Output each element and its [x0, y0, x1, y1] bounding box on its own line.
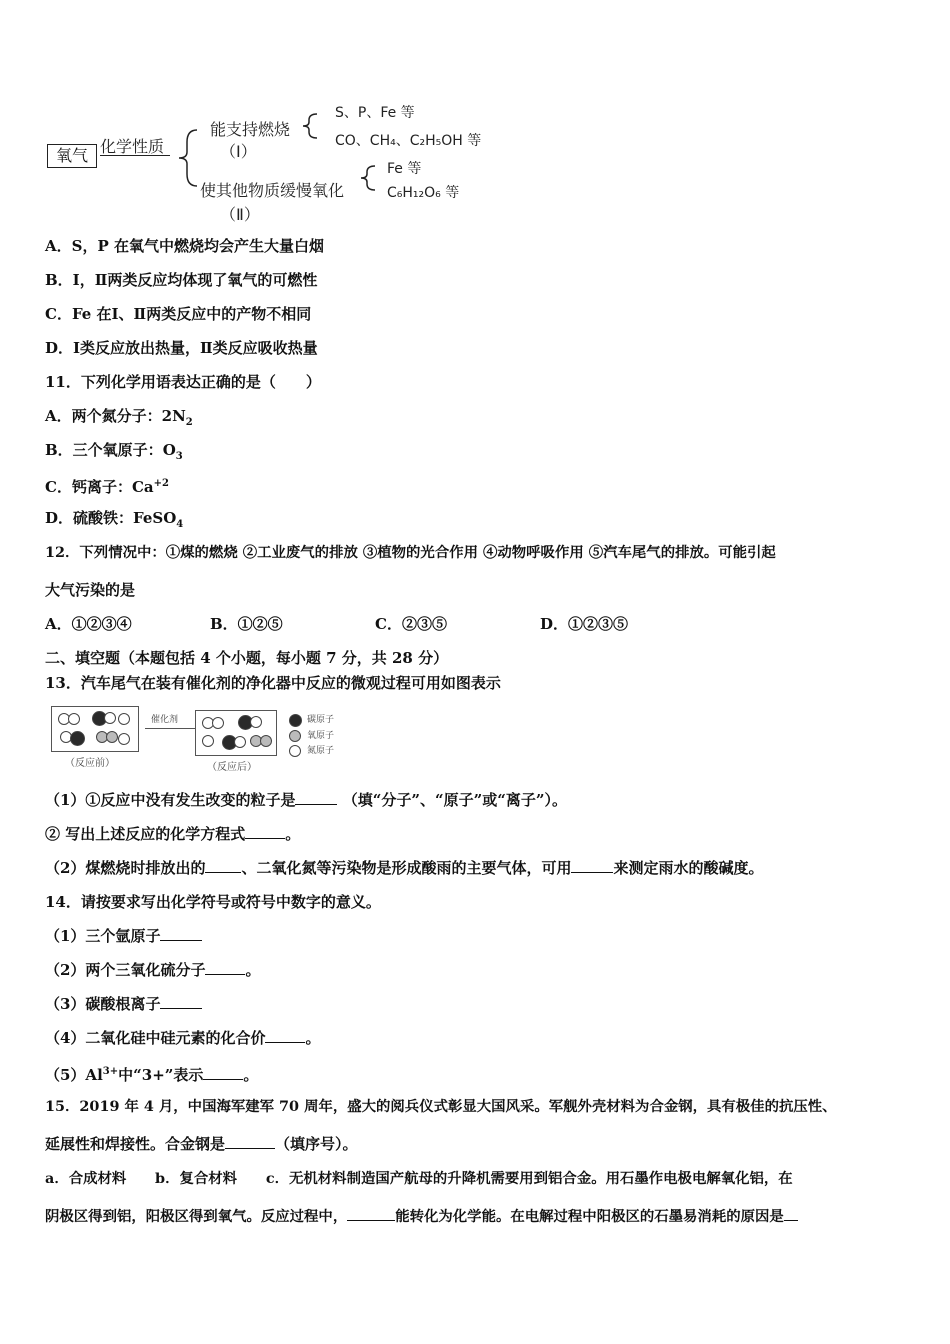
answer-blank[interactable]: [265, 1028, 305, 1043]
branch1-roman: （Ⅰ）: [220, 142, 257, 161]
legend-carbon: 碳原子: [307, 715, 335, 725]
before-box: [51, 706, 139, 752]
branch1-item1: S、P、Fe 等: [335, 105, 415, 121]
q12-stem-line1: 12．下列情况中：①煤的燃烧 ②工业废气的排放 ③植物的光合作用 ④动物呼吸作用 ⑤汽车尾气的排放。可能引起: [45, 544, 776, 561]
oxygen-properties-diagram: [45, 92, 525, 227]
branch1-item2: CO、CH₄、C₂H₅OH 等: [335, 133, 482, 149]
after-box: [195, 710, 277, 756]
branch2-item1: Fe 等: [387, 161, 422, 177]
branch2-label: 使其他物质缓慢氧化: [200, 181, 345, 200]
q15-line-4: 阴极区得到铝，阳极区得到氧气。反应过程中， 能转化为化学能。在电解过程中阳极区的石墨易消耗的原因是: [45, 1206, 798, 1227]
answer-blank[interactable]: [205, 858, 241, 873]
q10-option-b: B．Ⅰ，Ⅱ两类反应均体现了氧气的可燃性: [45, 271, 318, 289]
answer-blank[interactable]: [347, 1206, 395, 1221]
q12-option-c: C．②③⑤: [375, 615, 447, 633]
answer-blank[interactable]: [225, 1134, 275, 1149]
answer-blank[interactable]: [203, 1065, 243, 1080]
q11-option-b: B．三个氧原子：$O_3$: [45, 441, 183, 462]
catalyst-label: 催化剂: [151, 715, 179, 725]
q11-stem: 11．下列化学用语表达正确的是（ ）: [45, 373, 321, 391]
property-label: 化学性质: [100, 137, 165, 156]
reaction-micro-diagram: [45, 700, 365, 775]
q11-option-a: A．两个氮分子：$2N_2$: [45, 407, 193, 428]
q13-part1-1: （1）①反应中没有发生改变的粒子是 （填“分子”、“原子”或“离子”）。: [45, 791, 567, 809]
answer-blank[interactable]: [571, 858, 613, 873]
answer-blank[interactable]: [245, 824, 285, 839]
legend-nitrogen-swatch: [289, 745, 301, 757]
q14-item-3: （3）碳酸根离子: [45, 994, 202, 1014]
q14-stem: 14．请按要求写出化学符号或符号中数字的意义。: [45, 893, 381, 911]
legend-oxygen: 氧原子: [307, 731, 335, 741]
answer-blank[interactable]: [295, 790, 337, 805]
q13-part2: （2）煤燃烧时排放出的 、二氧化氮等污染物是形成酸雨的主要气体，可用 来测定雨水的酸碱度。: [45, 859, 764, 877]
q13-part1-2: ② 写出上述反应的化学方程式 。: [45, 825, 301, 843]
branch1-label: 能支持燃烧: [210, 120, 291, 139]
q11-option-c: C．钙离子：$Ca^{+2}$: [45, 478, 169, 496]
after-label: （反应后）: [207, 762, 257, 773]
brace-lines: [45, 92, 525, 227]
q15-line-1: 15．2019 年 4 月，中国海军建军 70 周年，盛大的阅兵仪式彰显大国风采。军舰外壳材料为合金钢，具有极佳的抗压性、: [45, 1098, 837, 1115]
q14-item-2: （2）两个三氧化硫分子 。: [45, 961, 261, 979]
q10-option-d: D．Ⅰ类反应放出热量，Ⅱ类反应吸收热量: [45, 339, 318, 357]
branch2-item2: C₆H₁₂O₆ 等: [387, 185, 460, 201]
q14-item-5: $(5)Al^{3+}$中“3+”表示 。: [45, 1066, 259, 1084]
section-2-title: 二、填空题（本题包括 4 个小题，每小题 7 分，共 28 分）: [45, 649, 449, 667]
q15-line-3: a．合成材料 b．复合材料 c．无机材料制造国产航母的升降机需要用到铝合金。用石墨作电极电解氧化铝，在: [45, 1170, 793, 1187]
q12-option-a: A．①②③④: [45, 615, 132, 633]
q12-stem-line2: 大气污染的是: [45, 581, 136, 599]
answer-blank[interactable]: [784, 1206, 798, 1221]
q14-item-1: （1）三个氩原子: [45, 926, 202, 946]
q12-option-d: D．①②③⑤: [540, 615, 629, 633]
q10-option-a: A．S，P 在氧气中燃烧均会产生大量白烟: [45, 237, 324, 255]
legend-nitrogen: 氮原子: [307, 746, 335, 756]
q10-option-c: C．Fe 在Ⅰ、Ⅱ两类反应中的产物不相同: [45, 305, 312, 323]
legend-oxygen-swatch: [289, 730, 301, 742]
q15-line-2: 延展性和焊接性。合金钢是 （填序号）。: [45, 1135, 358, 1153]
reaction-arrow: [145, 728, 195, 729]
q12-options: [45, 614, 628, 634]
q12-option-b: B．①②⑤: [210, 615, 283, 633]
q13-stem: 13．汽车尾气在装有催化剂的净化器中反应的微观过程可用如图表示: [45, 674, 501, 692]
answer-blank[interactable]: [160, 926, 202, 941]
q11-option-d: D．硫酸铁：FeSO$_4$: [45, 509, 184, 530]
before-label: （反应前）: [65, 758, 115, 769]
branch2-roman: （Ⅱ）: [220, 205, 260, 224]
oxygen-box: 氧气: [47, 144, 97, 168]
answer-blank[interactable]: [160, 994, 202, 1009]
q14-item-4: （4）二氧化硅中硅元素的化合价 。: [45, 1029, 321, 1047]
legend-carbon-swatch: [289, 714, 302, 727]
answer-blank[interactable]: [205, 960, 245, 975]
